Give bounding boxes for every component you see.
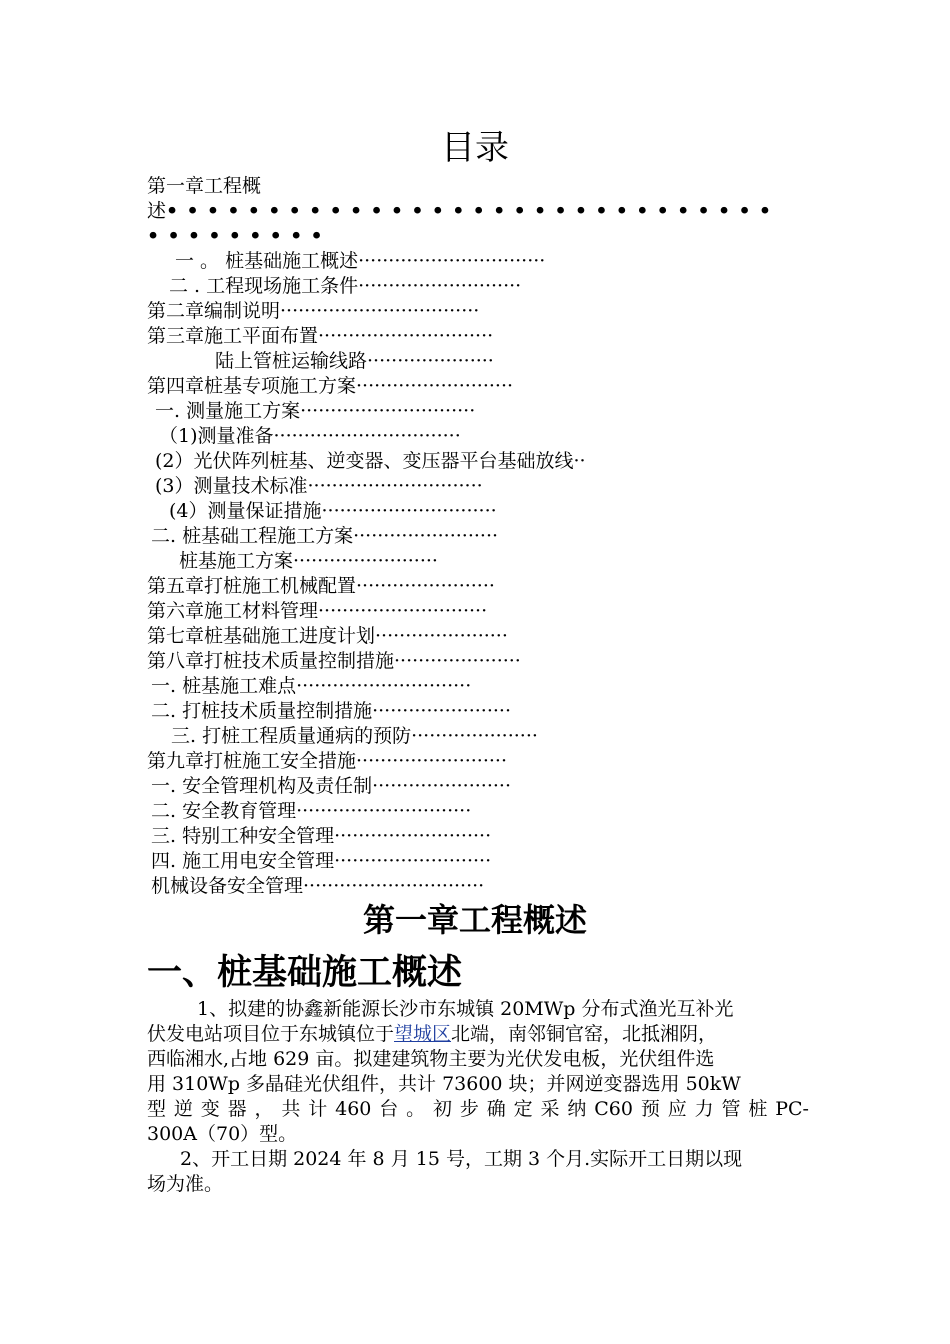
toc-entry[interactable] [147, 299, 479, 324]
toc-leader-dots: ·························· [356, 375, 514, 397]
toc-entry-label: 第二章编制说明 [147, 300, 281, 322]
toc-entry[interactable] [147, 374, 513, 399]
toc-entry[interactable] [171, 724, 538, 749]
toc-entry-label: 第三章施工平面布置 [147, 325, 319, 347]
toc-entry[interactable] [155, 474, 483, 499]
toc-entry-label: 一. 桩基施工难点 [151, 675, 297, 697]
toc-entry[interactable] [155, 449, 586, 474]
toc-leader-dots: ····························· [321, 500, 497, 522]
toc-entry[interactable] [151, 849, 491, 874]
toc-entry-label: 第六章施工材料管理 [147, 600, 319, 622]
toc-leader-dots: ···························· [318, 600, 488, 622]
place-link[interactable]: 望城区 [394, 1023, 452, 1045]
toc-leader-dots: ····················· [411, 725, 538, 747]
toc-leader-dots: ······························· [273, 425, 461, 447]
toc-entry-label: 一. 测量施工方案 [155, 400, 301, 422]
text-run: 伏发电站项目位于东城镇位于 [147, 1023, 395, 1045]
toc-entry-label: 三. 打桩工程质量通病的预防 [171, 725, 412, 747]
toc-entry-label: 三. 特别工种安全管理 [151, 825, 335, 847]
toc-leader-dots: ······················· [356, 575, 495, 597]
toc-leader-dots: ································· [280, 300, 480, 322]
text-run: 采 [540, 1098, 560, 1120]
toc-entry-label: 机械设备安全管理 [151, 875, 304, 897]
text-run: 计 [308, 1098, 328, 1120]
toc-entry-label: 二. 安全教育管理 [151, 800, 297, 822]
toc-entry-chapter-1[interactable] [147, 174, 261, 199]
toc-leader-dots: ······················· [372, 700, 512, 722]
toc-leader-dots: ·························· [334, 825, 492, 847]
toc-entry[interactable] [147, 574, 495, 599]
toc-leader-dots: ····························· [318, 325, 494, 347]
toc-entry[interactable] [159, 424, 461, 449]
toc-leader-dots: ····················· [394, 650, 521, 672]
paragraph-line: 用 310Wp 多晶硅光伏组件，共计 73600 块；并网逆变器选用 50kW [147, 1073, 741, 1095]
toc-entry-label: (4）测量保证措施 [169, 500, 322, 522]
paragraph-line: 300A（70）型。 [147, 1123, 298, 1145]
toc-entry-label: 桩基施工方案 [179, 550, 294, 572]
toc-entry-label: 第八章打桩技术质量控制措施 [147, 650, 395, 672]
text-run: 定 [513, 1098, 533, 1120]
toc-entry-label: 一 。 桩基础施工概述 [175, 250, 359, 272]
text-run: 器 [227, 1098, 247, 1120]
toc-entry-label: 第五章打桩施工机械配置 [147, 575, 357, 597]
text-run: 桩 [748, 1098, 768, 1120]
text-run: 逆 [173, 1098, 193, 1120]
toc-entry-label: 第九章打桩施工安全措施 [147, 750, 357, 772]
toc-entry[interactable] [151, 824, 491, 849]
toc-leader-dots: •••••••••••••••••••••••••••••• [166, 200, 780, 222]
toc-entry-label: 二. 打桩技术质量控制措施 [151, 700, 373, 722]
toc-leader-dots: ····················· [367, 350, 494, 372]
text-run: ， [254, 1098, 274, 1120]
toc-entry[interactable] [169, 274, 521, 299]
text-run: 步 [459, 1098, 479, 1120]
paragraph-line: 2、开工日期 2024 年 8 月 15 号，工期 3 个月.实际开工日期以现 [180, 1148, 743, 1170]
toc-entry-label: 四. 施工用电安全管理 [151, 850, 335, 872]
toc-entry-label: （1)测量准备 [159, 425, 274, 447]
toc-entry[interactable] [147, 324, 493, 349]
toc-entry-chapter-1-cont[interactable] [147, 199, 779, 224]
text-run: 北端，南邻铜官窑，北抵湘阴， [451, 1023, 718, 1045]
toc-entry[interactable] [151, 799, 471, 824]
toc-leader-dots: ·························· [334, 850, 492, 872]
toc-entry-label: (2）光伏阵列桩基、逆变器、变压器平台基础放线 [155, 450, 574, 472]
toc-leader-dots: ····························· [307, 475, 483, 497]
toc-entry[interactable] [151, 524, 498, 549]
toc-leader-dots: ······················ [375, 625, 508, 647]
toc-entry-label: 述 [147, 200, 167, 222]
chapter-heading: 第一章工程概述 [362, 901, 587, 939]
toc-leader-dots: ······················· [372, 775, 512, 797]
toc-leader-dots: ·· [573, 450, 586, 472]
toc-leader-dots: ······························ [303, 875, 485, 897]
toc-leader-dots: ························· [356, 750, 508, 772]
toc-entry[interactable] [151, 699, 511, 724]
toc-entry-label: (3）测量技术标准 [155, 475, 308, 497]
toc-entry-label: 二 . 工程现场施工条件 [169, 275, 359, 297]
text-run: 应 [667, 1098, 687, 1120]
text-run: 管 [721, 1098, 741, 1120]
toc-entry-label: 第七章桩基础施工进度计划 [147, 625, 376, 647]
text-run: 460 [335, 1098, 372, 1120]
toc-entry[interactable] [147, 599, 487, 624]
toc-entry-label: 第四章桩基专项施工方案 [147, 375, 357, 397]
text-run: 预 [640, 1098, 660, 1120]
paragraph-line: 场为准。 [147, 1173, 224, 1195]
toc-leader-dots: ························ [353, 525, 499, 547]
text-run: 台 [379, 1098, 399, 1120]
paragraph-line: 1、拟建的协鑫新能源长沙市东城镇 20MWp 分布式渔光互补光 [197, 998, 734, 1020]
toc-leader-dots: ••••••••• [147, 225, 331, 247]
text-run: C60 [594, 1098, 633, 1120]
section-heading: 一、桩基础施工概述 [147, 953, 463, 993]
text-run: 型 [147, 1098, 167, 1120]
text-run: 共 [281, 1098, 301, 1120]
text-run: 变 [200, 1098, 220, 1120]
toc-entry[interactable] [147, 624, 508, 649]
toc-entry[interactable] [179, 549, 438, 574]
toc-leader-dots: ··························· [358, 275, 522, 297]
text-run: 初 [433, 1098, 453, 1120]
toc-leader-dots: ························ [293, 550, 438, 572]
toc-entry[interactable] [151, 674, 471, 699]
toc-entry[interactable] [169, 499, 497, 524]
text-run: 纳 [567, 1098, 587, 1120]
toc-entry[interactable] [147, 649, 521, 674]
toc-entry[interactable] [215, 349, 494, 374]
toc-leader-dots: ····························· [300, 400, 476, 422]
toc-entry[interactable] [155, 399, 475, 424]
toc-leader-dots: ······························· [358, 250, 546, 272]
toc-title: 目录 [441, 128, 509, 168]
text-run: 力 [694, 1098, 714, 1120]
text-run: PC- [775, 1098, 809, 1120]
text-run: 。 [406, 1098, 426, 1120]
toc-leader-dots: ····························· [296, 800, 472, 822]
toc-entry-label: 二. 桩基础工程施工方案 [151, 525, 354, 547]
paragraph-line-justified [147, 1097, 809, 1122]
paragraph-line [147, 1022, 717, 1047]
toc-entry[interactable] [147, 749, 507, 774]
toc-entry[interactable] [151, 774, 511, 799]
toc-entry-label: 陆上管桩运输线路 [215, 350, 368, 372]
toc-leader-dots: ····························· [296, 675, 472, 697]
text-run: 确 [486, 1098, 506, 1120]
toc-entry[interactable] [151, 874, 484, 899]
toc-entry-label: 第一章工程概 [147, 175, 262, 197]
paragraph-line: 西临湘水,占地 629 亩。拟建建筑物主要为光伏发电板，光伏组件选 [147, 1048, 715, 1070]
toc-entry-label: 一. 安全管理机构及责任制 [151, 775, 373, 797]
toc-entry[interactable] [175, 249, 545, 274]
